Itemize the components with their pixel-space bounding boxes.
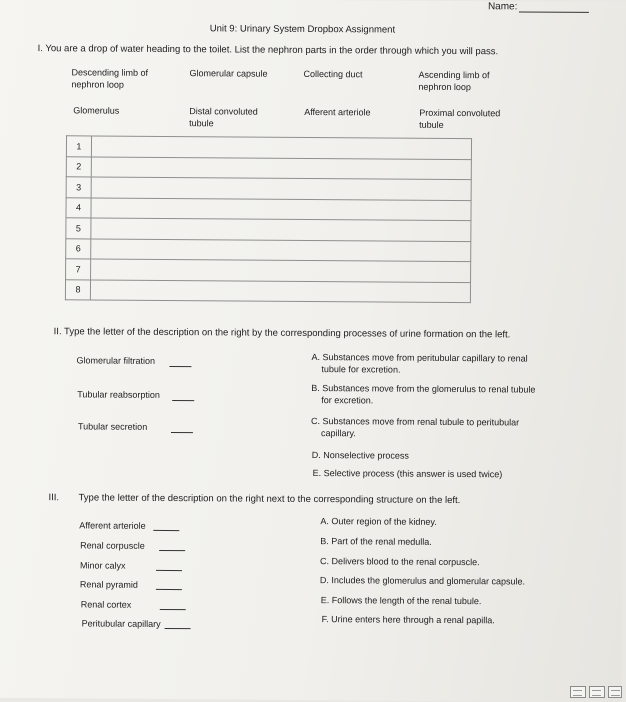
document-icon — [589, 686, 605, 698]
row-number: 3 — [66, 177, 91, 198]
table-row — [66, 177, 471, 200]
structure-peritubular-capillary: Peritubular capillary — [82, 618, 191, 629]
term-glomerulus: Glomerulus — [73, 105, 120, 116]
answer-cell[interactable] — [91, 238, 471, 261]
nephron-sequence-table — [65, 135, 472, 303]
answer-blank[interactable] — [165, 619, 191, 629]
option-a: A. Substances move from peritubular capillary to renal tubule for excretion. — [311, 351, 528, 375]
answer-blank[interactable] — [159, 541, 185, 551]
structure-afferent-arteriole: Afferent arteriole — [79, 520, 179, 531]
table-row — [66, 218, 471, 241]
answer-blank[interactable] — [172, 391, 194, 401]
answer-cell[interactable] — [91, 259, 471, 282]
structure-renal-pyramid: Renal pyramid — [80, 579, 182, 590]
name-blank[interactable] — [519, 2, 589, 12]
answer-blank[interactable] — [171, 423, 193, 433]
term-descending-limb: Descending limb of nephron loop — [71, 67, 149, 90]
answer-blank[interactable] — [156, 580, 182, 590]
row-number: 7 — [66, 259, 91, 280]
description-c: C. Delivers blood to the renal corpuscle. — [320, 556, 480, 568]
term-collecting-duct: Collecting duct — [303, 68, 363, 80]
option-c: C. Substances move from renal tubule to peritubular capillary. — [310, 415, 520, 439]
row-number: 8 — [65, 279, 90, 300]
name-field: Name: — [488, 1, 590, 13]
document-icon — [570, 686, 586, 698]
structure-renal-corpuscle: Renal corpuscle — [80, 540, 185, 551]
section-1-prompt: I. You are a drop of water heading to the toilet. List the nephron parts in the order through which you will pass. — [37, 43, 499, 58]
description-b: B. Part of the renal medulla. — [320, 536, 432, 547]
answer-cell[interactable] — [91, 197, 471, 220]
section-3-number: III. — [48, 492, 60, 504]
answer-cell[interactable] — [91, 136, 471, 159]
structure-minor-calyx: Minor calyx — [80, 560, 182, 571]
process-tubular-secretion: Tubular secretion — [78, 420, 193, 433]
answer-blank[interactable] — [156, 561, 182, 571]
table-row — [66, 197, 471, 220]
table-row — [66, 136, 471, 159]
term-ascending-limb: Ascending limb of nephron loop — [418, 69, 490, 93]
answer-blank[interactable] — [169, 357, 191, 367]
table-row — [65, 279, 470, 302]
row-number: 6 — [66, 238, 91, 259]
row-number: 4 — [66, 197, 91, 218]
option-b: B. Substances move from the glomerulus to renal tubule for excretion. — [311, 382, 536, 406]
description-a: A. Outer region of the kidney. — [320, 516, 437, 527]
row-number: 2 — [66, 156, 91, 177]
term-proximal-convoluted-tubule: Proximal convoluted tubule — [419, 107, 501, 130]
answer-cell[interactable] — [91, 218, 471, 241]
row-number: 1 — [66, 136, 91, 157]
term-distal-convoluted-tubule: Distal convoluted tubule — [189, 106, 258, 129]
structure-renal-cortex: Renal cortex — [81, 599, 186, 610]
term-glomerular-capsule: Glomerular capsule — [189, 68, 268, 79]
process-tubular-reabsorption: Tubular reabsorption — [77, 388, 194, 401]
table-row — [66, 238, 471, 261]
process-glomerular-filtration: Glomerular filtration — [76, 354, 191, 367]
option-d: D. Nonselective process — [311, 450, 409, 461]
description-f: F. Urine enters here through a renal papilla. — [321, 614, 495, 626]
term-afferent-arteriole: Afferent arteriole — [304, 106, 371, 118]
answer-blank[interactable] — [154, 521, 180, 531]
answer-cell[interactable] — [91, 177, 471, 200]
table-row — [66, 156, 471, 179]
description-e: E. Follows the length of the renal tubule. — [320, 595, 482, 607]
section-2-prompt: II. Type the letter of the description on the right by the corresponding processes of urine formation on the left. — [53, 326, 511, 341]
table-row — [66, 259, 471, 282]
answer-blank[interactable] — [159, 600, 185, 610]
option-e: E. Selective process (this answer is used twice) — [312, 468, 503, 480]
section-3-prompt: Type the letter of the description on the right next to the corresponding structure on the left. — [78, 492, 461, 507]
row-number: 5 — [66, 218, 91, 239]
answer-cell[interactable] — [90, 279, 470, 302]
description-d: D. Includes the glomerulus and glomerular capsule. — [319, 575, 526, 587]
grid-icon — [608, 686, 622, 698]
page-title: Unit 9: Urinary System Dropbox Assignment — [209, 23, 396, 36]
answer-cell[interactable] — [91, 156, 471, 179]
